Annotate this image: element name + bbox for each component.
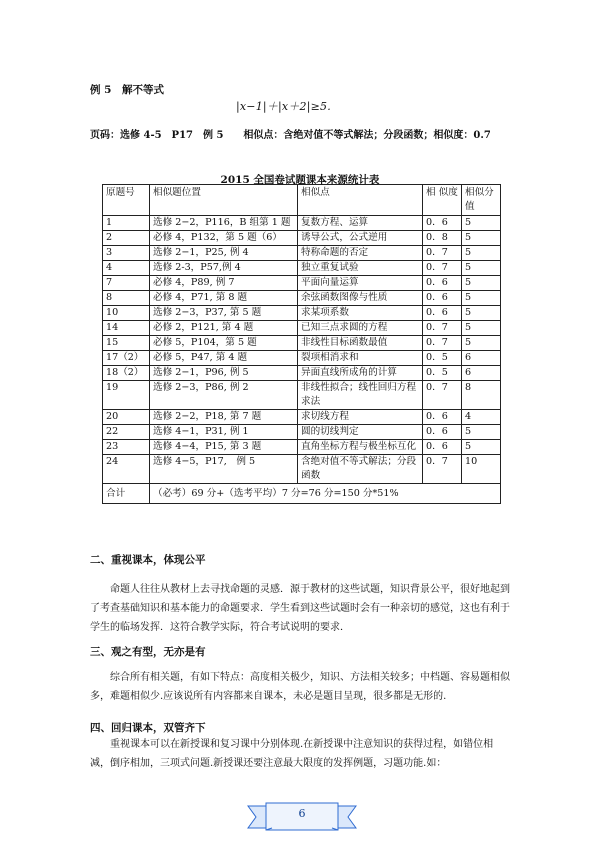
page-reference-line: 页码：选修 4-5 P17 例 5 相似点：含绝对值不等式解法；分段函数；相似度：0.7 [90, 130, 491, 141]
section-heading-2: 二、重视课本，体现公平 [90, 554, 206, 566]
cell-similar-location: 选修 2−2，P18, 第 7 题 [150, 410, 298, 425]
cell-similar-location: 选修 2−3，P86, 例 2 [150, 381, 298, 410]
table-body [103, 216, 501, 484]
cell-similarity: 0．5 [423, 366, 462, 381]
cell-similarity: 0．6 [423, 306, 462, 321]
section-heading-3: 三、观之有型，无亦是有 [90, 646, 206, 658]
cell-similar-point: 异面直线所成角的计算 [298, 366, 423, 381]
table-row [103, 216, 501, 231]
cell-similarity: 0．6 [423, 216, 462, 231]
header-similarity: 相 似度 [423, 185, 462, 216]
cell-question-number: 15 [103, 336, 150, 351]
cell-similar-point: 非线性拟合；线性回归方程求法 [298, 381, 423, 410]
cell-question-number: 20 [103, 410, 150, 425]
cell-similar-score: 5 [462, 276, 501, 291]
cell-similar-location: 必修 5，P47, 第 4 题 [150, 351, 298, 366]
section-heading-4: 四、回归课本，双管齐下 [90, 722, 206, 734]
table-row [103, 246, 501, 261]
table-row [103, 410, 501, 425]
cell-similar-location: 必修 4，P89, 例 7 [150, 276, 298, 291]
cell-similar-location: 选修 4−5，P17, 例 5 [150, 455, 298, 484]
cell-similar-score: 5 [462, 216, 501, 231]
example-label: 例 5 解不等式 [90, 84, 164, 96]
cell-similarity: 0．6 [423, 410, 462, 425]
cell-similarity: 0．7 [423, 336, 462, 351]
source-stats-table [102, 184, 501, 504]
cell-similar-location: 选修 2−1，P25, 例 4 [150, 246, 298, 261]
cell-question-number: 4 [103, 261, 150, 276]
cell-similar-point: 求切线方程 [298, 410, 423, 425]
header-similar-point: 相似点 [298, 185, 423, 216]
cell-question-number: 2 [103, 231, 150, 246]
cell-similarity: 0．7 [423, 455, 462, 484]
cell-similar-score: 5 [462, 321, 501, 336]
cell-similarity: 0．6 [423, 440, 462, 455]
table-row [103, 425, 501, 440]
cell-question-number: 18（2） [103, 366, 150, 381]
header-similar-location: 相似题位置 [150, 185, 298, 216]
total-label: 合计 [103, 484, 150, 504]
cell-question-number: 3 [103, 246, 150, 261]
cell-question-number: 1 [103, 216, 150, 231]
cell-similar-location: 必修 4，P71, 第 8 题 [150, 291, 298, 306]
table-row [103, 261, 501, 276]
cell-question-number: 17（2） [103, 351, 150, 366]
cell-question-number: 19 [103, 381, 150, 410]
table-row [103, 366, 501, 381]
cell-similarity: 0．7 [423, 246, 462, 261]
table-total-row [103, 484, 501, 504]
cell-similar-location: 必修 2，P121, 第 4 题 [150, 321, 298, 336]
table-row [103, 381, 501, 410]
cell-similarity: 0．8 [423, 231, 462, 246]
cell-similar-location: 选修 2−1，P96, 例 5 [150, 366, 298, 381]
cell-similar-point: 裂项相消求和 [298, 351, 423, 366]
table-row [103, 351, 501, 366]
cell-similarity: 0．5 [423, 351, 462, 366]
table-row [103, 336, 501, 351]
cell-similarity: 0．7 [423, 381, 462, 410]
cell-similar-point: 已知三点求圆的方程 [298, 321, 423, 336]
cell-similar-score: 8 [462, 381, 501, 410]
table-title: 2015 全国卷试题课本来源统计表 [220, 174, 380, 186]
cell-similar-point: 直角坐标方程与极坐标互化 [298, 440, 423, 455]
inequality-formula: |x−1|＋|x＋2|≥5. [236, 100, 331, 113]
cell-similar-point: 圆的切线判定 [298, 425, 423, 440]
cell-similarity: 0．6 [423, 425, 462, 440]
cell-similar-score: 10 [462, 455, 501, 484]
table-row [103, 440, 501, 455]
section-paragraph-4: 重视课本可以在新授课和复习课中分别体现.在新授课中注意知识的获得过程，如错位相减，倒序相加，三项式问题.新授课还要注意最大限度的发挥例题，习题功能.如： [90, 739, 494, 769]
cell-similar-point: 特称命题的否定 [298, 246, 423, 261]
total-value: （必考）69 分+（选考平均）7 分=76 分=150 分*51% [150, 484, 501, 504]
cell-similar-score: 5 [462, 440, 501, 455]
cell-similar-score: 5 [462, 306, 501, 321]
cell-question-number: 7 [103, 276, 150, 291]
table-row [103, 306, 501, 321]
page-number-badge [246, 800, 358, 834]
header-question-number: 原题号 [103, 185, 150, 216]
cell-similar-point: 求某项系数 [298, 306, 423, 321]
section-paragraph-3: 综合所有相关题，有如下特点：高度相关极少，知识、方法相关较多；中档题、容易题相似多，难题相似少.应该说所有内容都来自课本，未必是题目呈现，很多都是无形的. [90, 672, 510, 702]
cell-similar-point: 诱导公式，公式逆用 [298, 231, 423, 246]
cell-similarity: 0．6 [423, 291, 462, 306]
cell-similar-location: 选修 4−1，P31, 例 1 [150, 425, 298, 440]
cell-similar-location: 选修 2−2，P116，B 组第 1 题 [150, 216, 298, 231]
cell-similar-point: 余弦函数图像与性质 [298, 291, 423, 306]
page-number: 6 [298, 807, 306, 820]
table-row [103, 231, 501, 246]
cell-similar-score: 5 [462, 231, 501, 246]
cell-similarity: 0．7 [423, 261, 462, 276]
cell-similar-location: 选修 4−4，P15, 第 3 题 [150, 440, 298, 455]
cell-similar-location: 选修 2−3，P37, 第 5 题 [150, 306, 298, 321]
cell-similar-score: 5 [462, 261, 501, 276]
cell-similar-score: 5 [462, 291, 501, 306]
cell-similar-score: 5 [462, 425, 501, 440]
cell-similar-point: 复数方程、运算 [298, 216, 423, 231]
cell-similar-score: 5 [462, 246, 501, 261]
cell-similar-point: 非线性目标函数最值 [298, 336, 423, 351]
table-row [103, 291, 501, 306]
cell-similar-location: 必修 5，P104，第 5 题 [150, 336, 298, 351]
cell-similarity: 0．6 [423, 276, 462, 291]
cell-similar-location: 必修 4，P132，第 5 题（6） [150, 231, 298, 246]
cell-similar-point: 含绝对值不等式解法；分段函数 [298, 455, 423, 484]
section-paragraph-2: 命题人往往从教材上去寻找命题的灵感．源于教材的这些试题，知识背景公平，很好地起到了考查基础知识和基本能力的命题要求．学生看到这些试题时会有一种亲切的感觉，这也有利于学生的临场发挥．这符合教学实际，符合考试说明的要求． [90, 584, 510, 633]
cell-similar-score: 6 [462, 351, 501, 366]
table-header-row [103, 185, 501, 216]
cell-question-number: 22 [103, 425, 150, 440]
cell-question-number: 24 [103, 455, 150, 484]
cell-similar-point: 独立重复试验 [298, 261, 423, 276]
table-row [103, 276, 501, 291]
cell-similar-score: 4 [462, 410, 501, 425]
cell-similar-location: 选修 2-3，P57,例 4 [150, 261, 298, 276]
cell-similarity: 0．7 [423, 321, 462, 336]
cell-question-number: 23 [103, 440, 150, 455]
cell-question-number: 8 [103, 291, 150, 306]
header-similar-score: 相似分值 [462, 185, 501, 216]
cell-similar-score: 5 [462, 336, 501, 351]
table-row [103, 455, 501, 484]
table-row [103, 321, 501, 336]
cell-similar-score: 6 [462, 366, 501, 381]
cell-question-number: 14 [103, 321, 150, 336]
cell-similar-point: 平面向量运算 [298, 276, 423, 291]
cell-question-number: 10 [103, 306, 150, 321]
